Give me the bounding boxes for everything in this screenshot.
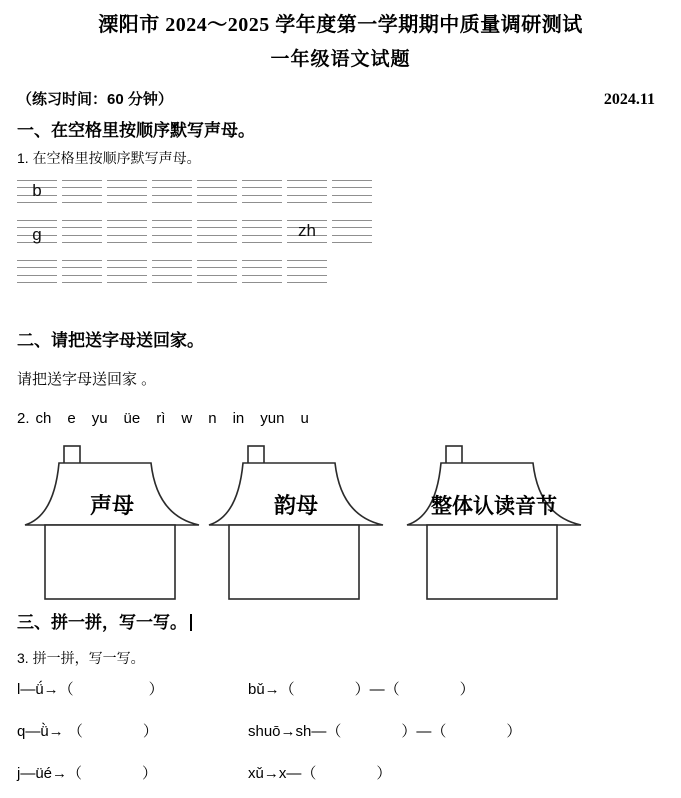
guide-line [107, 260, 147, 261]
blend-item[interactable]: shuō→sh—（ ）—（ ） [248, 723, 522, 740]
letter-chip[interactable]: yun [260, 410, 285, 427]
guide-line [242, 242, 282, 243]
house-body [45, 525, 175, 599]
pinyin-cell[interactable] [17, 220, 57, 243]
section1-item-label: 1. 在空格里按顺序默写声母。 [17, 150, 201, 166]
pinyin-cell[interactable] [242, 220, 282, 243]
guide-line [332, 220, 372, 221]
pinyin-cell[interactable] [287, 180, 327, 203]
guide-line [197, 267, 237, 268]
exam-date: 2024.11 [603, 91, 655, 108]
practice-time-label: （练习时间：60 分钟） [17, 91, 173, 108]
pinyin-cell[interactable] [62, 220, 102, 243]
guide-line [107, 180, 147, 181]
guide-line [287, 187, 327, 188]
letter-chip[interactable]: w [181, 410, 193, 427]
house-drawing [24, 445, 200, 601]
pinyin-cell[interactable] [332, 180, 372, 203]
guide-line [152, 235, 192, 236]
pinyin-cell[interactable] [62, 180, 102, 203]
guide-line [287, 275, 327, 276]
guide-line [197, 202, 237, 203]
info-row [0, 88, 681, 108]
guide-line [107, 267, 147, 268]
pinyin-cell[interactable] [197, 220, 237, 243]
house-zhengtirendu[interactable] [406, 445, 582, 601]
pinyin-letter: g [32, 225, 42, 244]
pinyin-grid-row [0, 260, 681, 283]
guide-line [287, 282, 327, 283]
guide-line [62, 282, 102, 283]
pinyin-cell[interactable] [107, 180, 147, 203]
guide-line [287, 195, 327, 196]
house-chimney [446, 446, 462, 464]
guide-line [17, 282, 57, 283]
letter-chip[interactable]: yu [91, 410, 108, 427]
guide-line [332, 202, 372, 203]
guide-line [287, 260, 327, 261]
pinyin-cell[interactable] [197, 180, 237, 203]
guide-line [197, 242, 237, 243]
pinyin-grid-row [0, 180, 681, 203]
guide-line [152, 220, 192, 221]
guide-line [242, 275, 282, 276]
guide-line [152, 282, 192, 283]
guide-line [152, 202, 192, 203]
blend-row [0, 764, 681, 784]
guide-line [242, 227, 282, 228]
house-label: 声母 [89, 493, 134, 518]
guide-line [242, 260, 282, 261]
text-caret [190, 614, 192, 631]
guide-line [152, 180, 192, 181]
guide-line [242, 282, 282, 283]
guide-line [17, 220, 57, 221]
guide-line [197, 220, 237, 221]
guide-line [242, 180, 282, 181]
letters-row [0, 410, 681, 428]
section2-heading: 二、请把送字母送回家。 [17, 331, 204, 350]
guide-line [152, 275, 192, 276]
pinyin-cell[interactable] [287, 260, 327, 283]
blend-row [0, 722, 681, 742]
guide-line [332, 180, 372, 181]
guide-line [107, 220, 147, 221]
guide-line [287, 242, 327, 243]
guide-line [152, 195, 192, 196]
guide-line [62, 275, 102, 276]
pinyin-letter: b [32, 181, 42, 200]
guide-line [62, 267, 102, 268]
guide-line [242, 195, 282, 196]
guide-line [17, 202, 57, 203]
guide-line [62, 227, 102, 228]
house-chimney [248, 446, 264, 464]
guide-line [197, 187, 237, 188]
guide-line [287, 180, 327, 181]
guide-line [197, 282, 237, 283]
guide-line [152, 242, 192, 243]
letter-chip[interactable]: rì [156, 410, 166, 427]
section3-item-label: 3. 拼一拼，写一写。 [17, 650, 145, 666]
pinyin-cell[interactable] [17, 260, 57, 283]
guide-line [62, 242, 102, 243]
section3-heading [0, 612, 681, 634]
guide-line [197, 180, 237, 181]
page-title: 溧阳市 2024～2025 学年度第一学期期中质量调研测试 [98, 14, 583, 36]
guide-line [197, 195, 237, 196]
guide-line [287, 202, 327, 203]
guide-line [197, 227, 237, 228]
guide-line [107, 235, 147, 236]
pinyin-cell[interactable] [17, 180, 57, 203]
guide-line [152, 187, 192, 188]
item-number: 2. [17, 410, 30, 427]
guide-line [197, 235, 237, 236]
section3-heading-text: 三、拼一拼，写一写。 [17, 613, 187, 632]
house-label: 韵母 [273, 493, 318, 518]
guide-line [107, 242, 147, 243]
guide-line [332, 195, 372, 196]
guide-line [107, 202, 147, 203]
blend-item[interactable]: q—ǜ→ （ ） [17, 723, 158, 740]
guide-line [107, 195, 147, 196]
pinyin-grid-row [0, 220, 681, 243]
guide-line [107, 187, 147, 188]
blend-item[interactable]: j—üé→（ ） [17, 765, 158, 782]
section2-item-label: 请把送字母送回家 。 [17, 371, 157, 388]
pinyin-cell[interactable] [107, 260, 147, 283]
guide-line [242, 187, 282, 188]
pinyin-cell[interactable] [62, 260, 102, 283]
pinyin-cell[interactable] [242, 180, 282, 203]
house-label: 整体认读音节 [431, 494, 557, 518]
house-shengmu[interactable] [24, 445, 200, 601]
letter-chip[interactable]: in [232, 410, 245, 427]
guide-line [242, 267, 282, 268]
guide-line [152, 267, 192, 268]
pinyin-cell[interactable] [332, 220, 372, 243]
house-yunmu[interactable] [208, 445, 384, 601]
letter-chip[interactable]: e [67, 410, 76, 427]
section1-heading: 一、在空格里按顺序默写声母。 [17, 121, 255, 140]
pinyin-cell[interactable] [152, 260, 192, 283]
guide-line [62, 195, 102, 196]
pinyin-cell[interactable] [242, 260, 282, 283]
guide-line [107, 227, 147, 228]
blend-item[interactable]: l—ǘ→（ ） [17, 681, 164, 698]
guide-line [152, 260, 192, 261]
guide-line [107, 282, 147, 283]
house-drawing [208, 445, 384, 601]
guide-line [17, 267, 57, 268]
houses-row [0, 445, 681, 601]
pinyin-letter: zh [298, 221, 316, 240]
blend-row [0, 680, 681, 700]
guide-line [332, 227, 372, 228]
pinyin-cell[interactable] [107, 220, 147, 243]
page-subtitle: 一年级语文试题 [270, 49, 411, 70]
guide-line [62, 235, 102, 236]
guide-line [197, 275, 237, 276]
guide-line [62, 260, 102, 261]
letter-chip[interactable]: üe [123, 410, 141, 427]
guide-line [197, 260, 237, 261]
guide-line [62, 202, 102, 203]
guide-line [17, 275, 57, 276]
guide-line [287, 267, 327, 268]
guide-line [107, 275, 147, 276]
pinyin-cell[interactable] [152, 220, 192, 243]
guide-line [242, 235, 282, 236]
guide-line [17, 260, 57, 261]
pinyin-cell[interactable] [197, 260, 237, 283]
pinyin-grid [0, 180, 681, 283]
house-body [229, 525, 359, 599]
letter-chip[interactable]: u [300, 410, 309, 427]
guide-line [332, 235, 372, 236]
guide-line [242, 220, 282, 221]
house-chimney [64, 446, 80, 464]
guide-line [62, 187, 102, 188]
house-body [427, 525, 557, 599]
guide-line [62, 220, 102, 221]
pinyin-cell[interactable] [152, 180, 192, 203]
guide-line [332, 187, 372, 188]
letter-chip[interactable]: n [208, 410, 217, 427]
guide-line [62, 180, 102, 181]
pinyin-cell[interactable] [287, 220, 327, 243]
letter-chip[interactable]: ch [35, 410, 52, 427]
blend-item[interactable]: xǔ→x—（ ） [248, 765, 392, 782]
house-drawing [406, 445, 582, 601]
guide-line [332, 242, 372, 243]
blend-rows [0, 680, 681, 784]
blend-item[interactable]: bǔ→（ ）—（ ） [248, 681, 475, 698]
guide-line [152, 227, 192, 228]
guide-line [242, 202, 282, 203]
